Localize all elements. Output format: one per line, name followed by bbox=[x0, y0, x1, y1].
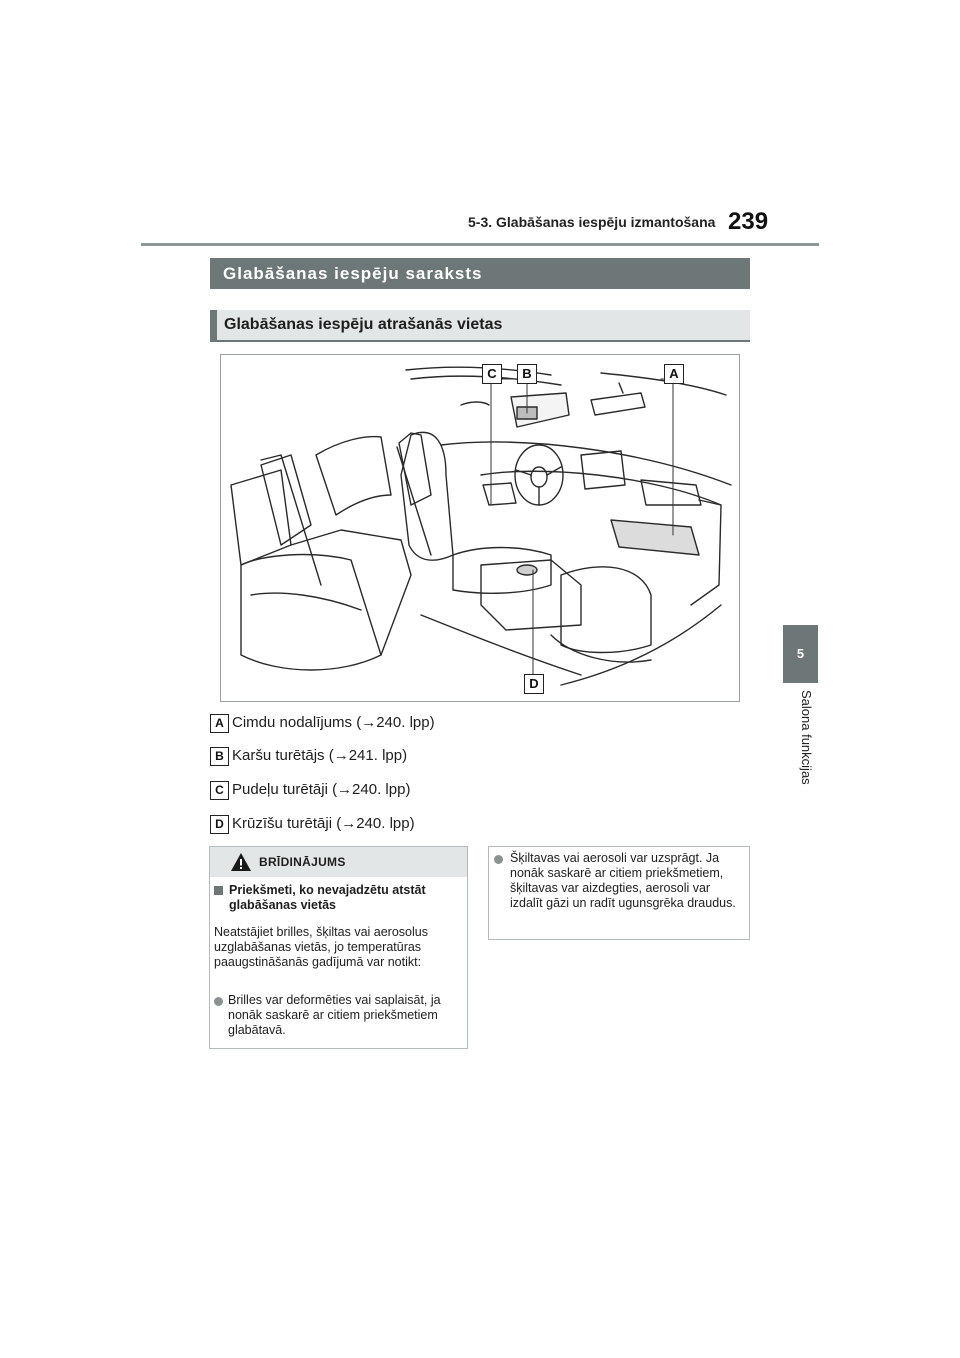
round-bullet-icon bbox=[214, 997, 223, 1006]
header-rule bbox=[141, 243, 819, 246]
page-title: Glabāšanas iespēju saraksts bbox=[210, 258, 750, 289]
warning-title: BRĪDINĀJUMS bbox=[259, 855, 346, 869]
car-interior-drawing bbox=[221, 355, 739, 701]
legend-text[interactable]: Cimdu nodalījums (→240. lpp) bbox=[232, 714, 435, 731]
warning-header bbox=[210, 847, 467, 877]
warning-triangle-icon bbox=[230, 852, 252, 872]
legend-letter: D bbox=[210, 815, 229, 834]
callout-a: A bbox=[664, 364, 684, 384]
square-bullet-icon bbox=[214, 886, 223, 895]
page-number: 239 bbox=[728, 208, 769, 235]
warning-bullet-1: Brilles var deformēties vai saplaisāt, ja nonāk saskarē ar citiem priekšmetiem glabātavā. bbox=[228, 993, 441, 1037]
legend-letter: A bbox=[210, 714, 229, 733]
subtitle-accent bbox=[210, 310, 217, 340]
legend-text[interactable]: Krūzīšu turētāji (→240. lpp) bbox=[232, 815, 415, 832]
callout-d: D bbox=[524, 674, 544, 694]
chapter-label: Salona funkcijas bbox=[799, 690, 814, 785]
subtitle: Glabāšanas iespēju atrašanās vietas bbox=[224, 316, 503, 333]
legend-letter: C bbox=[210, 781, 229, 800]
warning-heading: Priekšmeti, ko nevajadzētu atstāt glabāšanas vietās bbox=[229, 883, 426, 912]
section-header: 5-3. Glabāšanas iespēju izmantošana bbox=[468, 214, 716, 230]
warning-body: Neatstājiet brilles, šķiltas vai aerosolus uzglabāšanas vietās, jo temperatūras paaugstināšanās gadījumā var notikt: bbox=[214, 925, 428, 969]
legend-text[interactable]: Karšu turētājs (→241. lpp) bbox=[232, 747, 408, 764]
round-bullet-icon bbox=[494, 855, 503, 864]
subtitle-bar bbox=[210, 310, 750, 342]
legend-text[interactable]: Pudeļu turētāji (→240. lpp) bbox=[232, 781, 411, 798]
warning-continuation-box bbox=[488, 846, 750, 940]
callout-c: C bbox=[482, 364, 502, 384]
callout-b: B bbox=[517, 364, 537, 384]
warning-box bbox=[209, 846, 468, 1049]
chapter-tab[interactable]: 5 bbox=[783, 625, 818, 683]
car-interior-illustration bbox=[220, 354, 740, 702]
legend-letter: B bbox=[210, 747, 229, 766]
warning-bullet-2: Šķiltavas vai aerosoli var uzsprāgt. Ja nonāk saskarē ar citiem priekšmetiem, šķiltavas var aizdegties, aerosoli var izdalīt gāzi un radīt ugunsgrēka draudus. bbox=[510, 851, 736, 910]
